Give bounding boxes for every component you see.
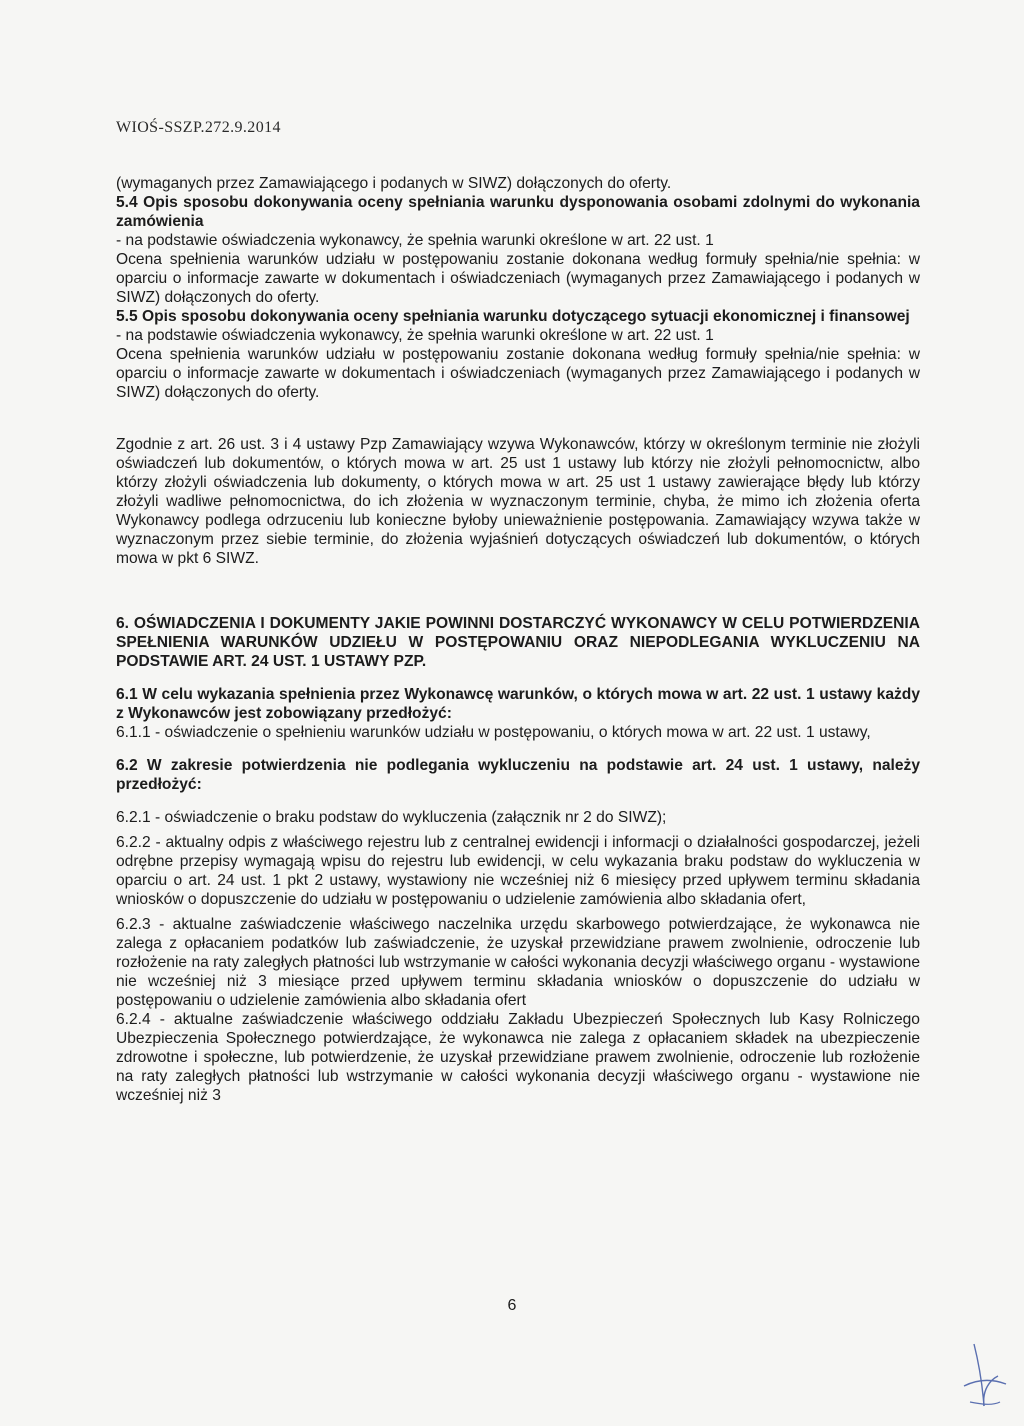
document-body xyxy=(116,174,920,1105)
paragraph-p06: - na podstawie oświadczenia wykonawcy, że spełnia warunki określone w art. 22 ust. 1 xyxy=(116,327,714,344)
handwritten-initials-icon xyxy=(960,1340,1010,1408)
paragraph-p01: (wymaganych przez Zamawiającego i podanych w SIWZ) dołączonych do oferty. xyxy=(116,175,672,192)
paragraph-p13: 6.2.1 - oświadczenie o braku podstaw do wykluczenia (załącznik nr 2 do SIWZ); xyxy=(116,809,667,826)
paragraph-p05: 5.5 Opis sposobu dokonywania oceny spełniania warunku dotyczącego sytuacji ekonomicznej i finansowej xyxy=(116,308,910,325)
paragraph-p10: 6.1 W celu wykazania spełnienia przez Wykonawcę warunków, o których mowa w art. 22 ust. 1 ustawy każdy z Wykonawców jest zobowiązany przedłożyć: xyxy=(116,686,920,722)
paragraph-p08: Zgodnie z art. 26 ust. 3 i 4 ustawy Pzp Zamawiający wzywa Wykonawców, którzy w określonym terminie nie złożyli oświadczeń lub dokumentów, o których mowa w art. 25 ust 1 ustawy lub którzy nie złożyli pełnomocnictw, albo którzy złożyli oświadczenia lub dokumenty, o których mowa w art. 25 ust 1 ustawy zawierające błędy lub którzy złożyli wadliwe pełnomocnictwa, do ich złożenia w wyznaczonym terminie, chyba, że mimo ich złożenia oferta Wykonawcy podlega odrzuceniu lub konieczne byłoby unieważnienie postępowania. Zamawiający wzywa także w wyznaczonym przez siebie terminie, do złożenia wyjaśnień dotyczących oświadczeń lub dokumentów, o których mowa w pkt 6 SIWZ. xyxy=(116,436,920,567)
paragraph-p16: 6.2.4 - aktualne zaświadczenie właściwego oddziału Zakładu Ubezpieczeń Społecznych lub Kasy Rolniczego Ubezpieczenia Społecznego potwierdzające, że wykonawca nie zalega z opłacaniem składek na ubezpieczenie zdrowotne i społeczne, lub potwierdzenie, że uzyskał przewidziane prawem zwolnienie, odroczenie lub rozłożenie na raty zaległych płatności lub wstrzymanie w całości wykonania decyzji właściwego organu - wystawione nie wcześniej niż 3 xyxy=(116,1011,920,1104)
page-number: 6 xyxy=(507,1297,517,1314)
paragraph-p03: - na podstawie oświadczenia wykonawcy, że spełnia warunki określone w art. 22 ust. 1 xyxy=(116,232,714,249)
paragraph-p04: Ocena spełnienia warunków udziału w postępowaniu zostanie dokonana według formuły spełnia/nie spełnia: w oparciu o informacje zawarte w dokumentach i oświadczeniach (wymaganych przez Zamawiającego i podanych w SIWZ) dołączonych do oferty. xyxy=(116,251,920,306)
paragraph-p11: 6.1.1 - oświadczenie o spełnieniu warunków udziału w postępowaniu, o których mowa w art. 22 ust. 1 ustawy, xyxy=(116,724,871,741)
document-reference: WIOŚ-SSZP.272.9.2014 xyxy=(116,119,281,136)
paragraph-p14: 6.2.2 - aktualny odpis z właściwego rejestru lub z centralnej ewidencji i informacji o działalności gospodarczej, jeżeli odrębne przepisy wymagają wpisu do rejestru lub ewidencji, w celu wykazania braku podstaw do wykluczenia w oparciu o art. 24 ust. 1 pkt 2 ustawy, wystawiony nie wcześniej niż 6 miesięcy przed upływem terminu składania wniosków o dopuszczenie do udziału w postępowaniu o udzielenie zamówienia albo składania ofert, xyxy=(116,834,920,908)
paragraph-p15: 6.2.3 - aktualne zaświadczenie właściwego naczelnika urzędu skarbowego potwierdzające, że wykonawca nie zalega z opłacaniem podatków lub zaświadczenie, że uzyskał przewidziane prawem zwolnienie, odroczenie lub rozłożenie na raty zaległych płatności lub wstrzymanie w całości wykonania decyzji właściwego organu - wystawione nie wcześniej niż 3 miesiące przed upływem terminu składania wniosków o dopuszczenie do udziału w postępowaniu o udzielenie zamówienia albo składania ofert xyxy=(116,916,920,1009)
paragraph-p02: 5.4 Opis sposobu dokonywania oceny spełniania warunku dysponowania osobami zdolnymi do wykonania zamówienia xyxy=(116,194,920,230)
paragraph-p12: 6.2 W zakresie potwierdzenia nie podlegania wykluczeniu na podstawie art. 24 ust. 1 ustawy, należy przedłożyć: xyxy=(116,757,920,793)
paragraph-p09: 6. OŚWIADCZENIA I DOKUMENTY JAKIE POWINNI DOSTARCZYĆ WYKONAWCY W CELU POTWIERDZENIA SPEŁNIENIA WARUNKÓW UDZIEŁU W POSTĘPOWANIU ORAZ NIEPODLEGANIA WYKLUCZENIU NA PODSTAWIE ART. 24 UST. 1 USTAWY PZP. xyxy=(116,615,920,670)
paragraph-p07: Ocena spełnienia warunków udziału w postępowaniu zostanie dokonana według formuły spełnia/nie spełnia: w oparciu o informacje zawarte w dokumentach i oświadczeniach (wymaganych przez Zamawiającego i podanych w SIWZ) dołączonych do oferty. xyxy=(116,346,920,401)
